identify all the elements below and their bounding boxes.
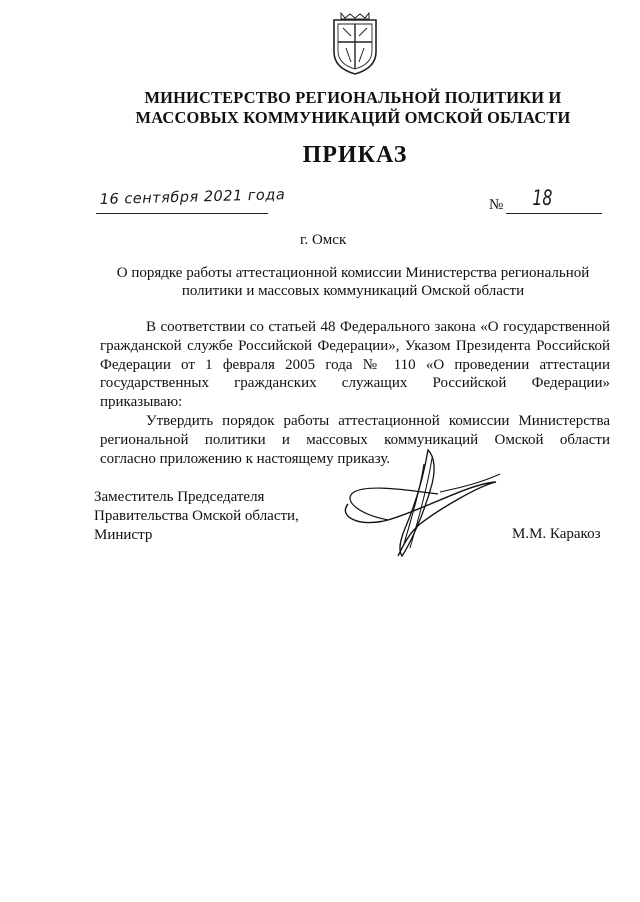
handwritten-date: 16 сентября 2021 года	[99, 187, 286, 208]
body-line: В соответствии со статьей 48 Федерального закона «О государственной	[146, 319, 610, 335]
ministry-name-line1: МИНИСТЕРСТВО РЕГИОНАЛЬНОЙ ПОЛИТИКИ И	[144, 88, 562, 107]
ministry-name-line2: МАССОВЫХ КОММУНИКАЦИЙ ОМСКОЙ ОБЛАСТИ	[135, 108, 571, 127]
body-line: Утвердить порядок работы аттестационной комиссии Министерства	[146, 413, 610, 429]
body-line: приказываю:	[100, 394, 183, 411]
number-sign: №	[489, 197, 504, 213]
date-underline	[96, 213, 268, 214]
handwritten-number: 18	[532, 186, 553, 210]
subject-line1: О порядке работы аттестационной комиссии Министерства региональной	[116, 265, 590, 281]
body-line: Федерации от 1 февраля 2005 года № 110 «О проведении аттестации	[100, 356, 610, 373]
city: г. Омск	[300, 232, 347, 248]
handwritten-signature-icon	[328, 444, 514, 562]
body-line: региональной политики и массовых коммуникаций Омской области	[100, 431, 610, 448]
body-line: согласно приложению к настоящему приказу.	[100, 450, 391, 467]
body-line: гражданской службе Российской Федерации», Указом Президента Российской	[100, 337, 610, 354]
body-paragraph-1	[100, 318, 610, 412]
document-title: ПРИКАЗ	[302, 142, 408, 168]
signer-name: М.М. Каракоз	[512, 526, 601, 542]
coat-of-arms-icon	[331, 12, 379, 76]
number-underline	[506, 213, 602, 214]
signer-position-line3: Министр	[94, 527, 153, 543]
signer-position-line2: Правительства Омской области,	[94, 508, 299, 524]
signer-position-line1: Заместитель Председателя	[94, 489, 265, 505]
subject-line2: политики и массовых коммуникаций Омской области	[181, 283, 525, 299]
body-line: государственных гражданских служащих Российской Федерации»	[100, 375, 610, 392]
